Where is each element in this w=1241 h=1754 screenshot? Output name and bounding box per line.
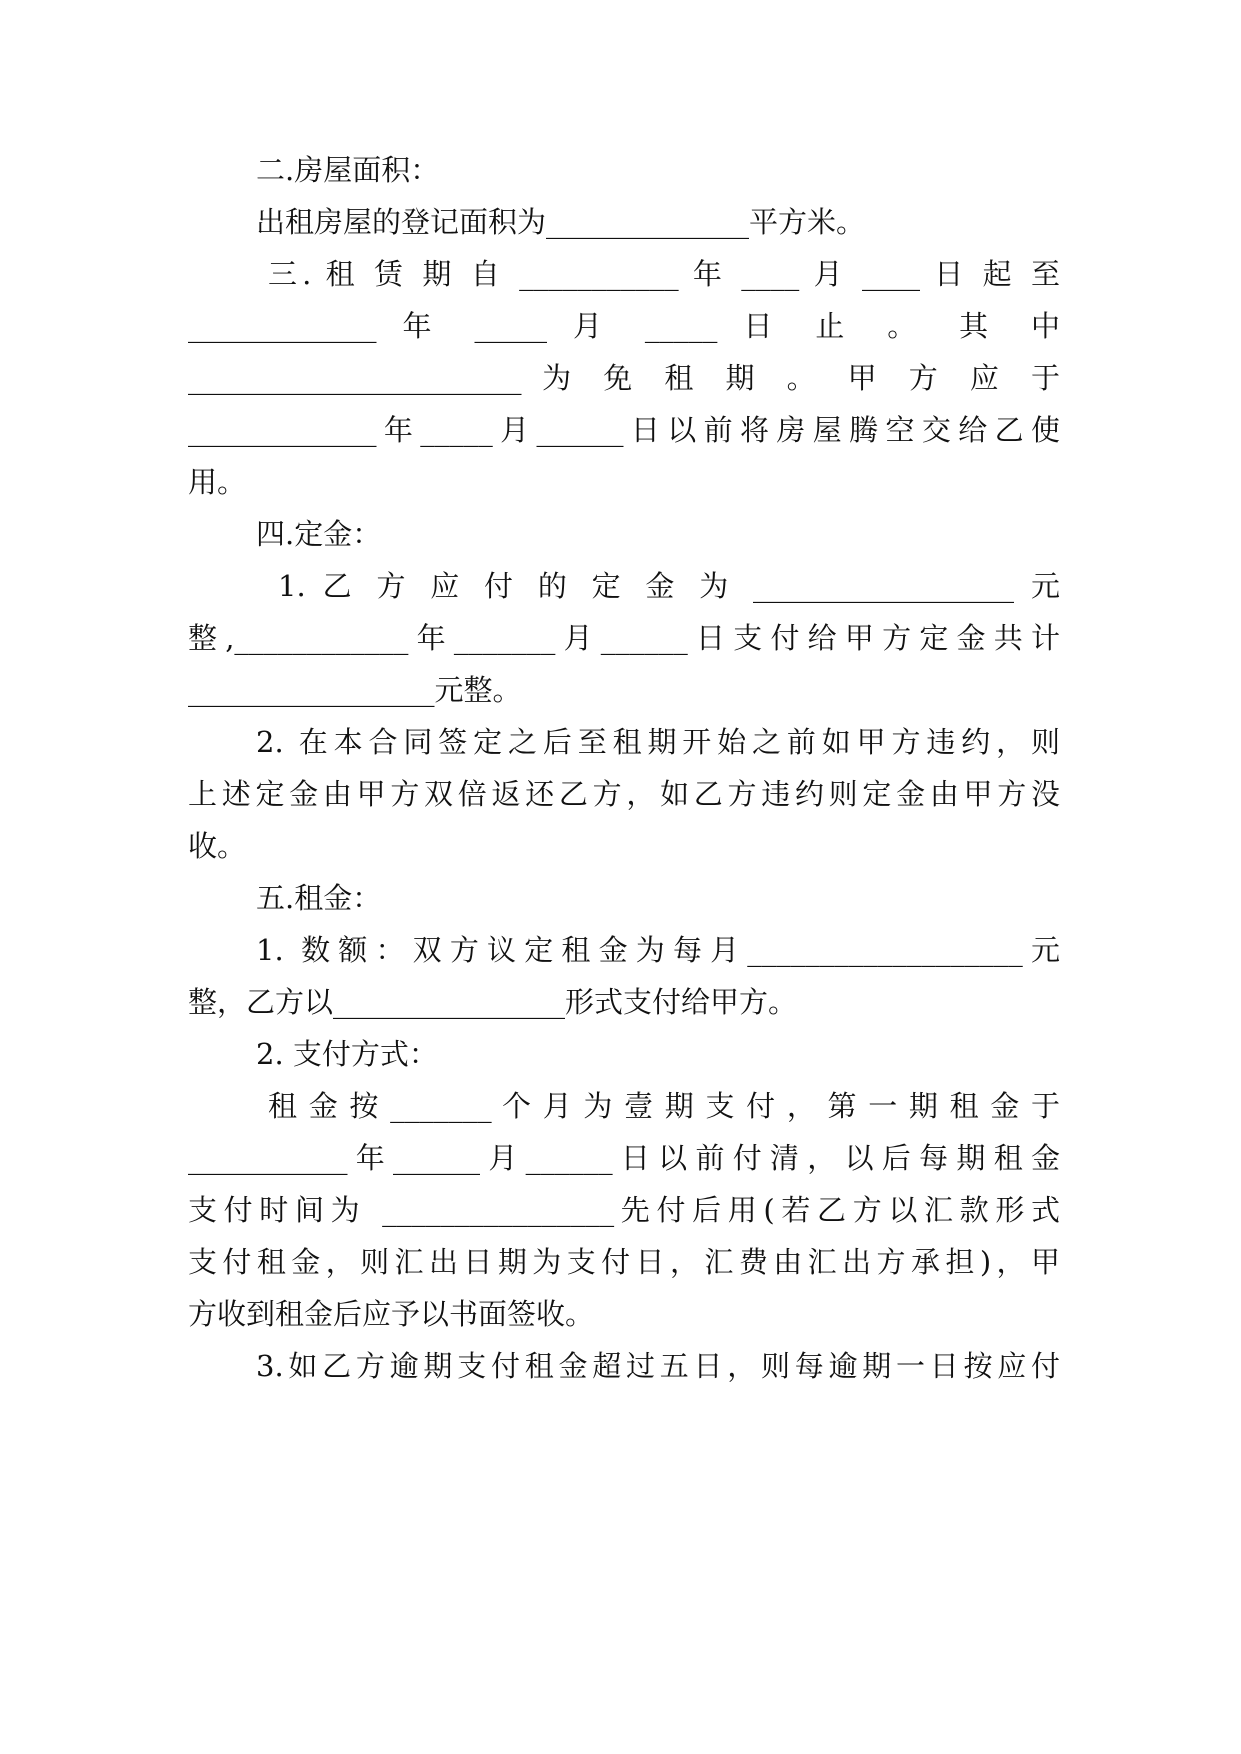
breach-line-2: 上述定金由甲方双倍返还乙方，如乙方违约则定金由甲方没 (188, 777, 1060, 811)
area-clause: 出租房屋的登记面积为______________平方米。 (256, 205, 866, 239)
payment-line-1: 租 金 按 _______ 个 月 为 壹 期 支 付 ， 第 一 期 租 金 于 (268, 1089, 1060, 1123)
rent-amount-line-2: 整，乙方以________________形式支付给甲方。 (188, 985, 798, 1019)
payment-line-3: 支付时间为 ________________先付后用(若乙方以汇款形式 (188, 1193, 1060, 1227)
breach-line-3: 收。 (188, 829, 247, 863)
deposit-line-3: _________________元整。 (188, 673, 522, 707)
payment-line-5: 方收到租金后应予以书面签收。 (188, 1297, 595, 1331)
rent-amount-line-1: 1. 数额：双方议定租金为每月___________________元 (256, 933, 1060, 967)
lease-term-line-2: _____________ 年 _____ 月 _____ 日 止 。 其 中 (188, 309, 1060, 343)
lease-term-line-1: 三. 租 赁 期 自 ___________ 年 ____ 月 ____ 日 起 至 (268, 257, 1060, 291)
heading-payment-method: 2. 支付方式： (256, 1037, 438, 1071)
late-payment-line-1: 3.如乙方逾期支付租金超过五日，则每逾期一日按应付 (256, 1349, 1060, 1383)
deposit-line-1: 1. 乙 方 应 付 的 定 金 为 __________________ 元 (278, 569, 1060, 603)
heading-area: 二.房屋面积： (256, 153, 440, 187)
lease-term-line-4: _____________年_____月______日以前将房屋腾空交给乙使 (188, 413, 1060, 447)
heading-deposit: 四.定金： (256, 517, 382, 551)
lease-term-line-5: 用。 (188, 465, 247, 499)
payment-line-4: 支付租金，则汇出日期为支付日，汇费由汇出方承担)，甲 (188, 1245, 1060, 1279)
lease-term-line-3: _______________________ 为 免 租 期 。 甲 方 应 于 (188, 361, 1060, 395)
payment-line-2: ___________年______月______日以前付清，以后每期租金 (188, 1141, 1060, 1175)
deposit-line-2: 整,____________年_______月______日支付给甲方定金共计 (188, 621, 1060, 655)
heading-rent: 五.租金： (256, 881, 382, 915)
breach-line-1: 2. 在本合同签定之后至租期开始之前如甲方违约，则 (256, 725, 1060, 759)
